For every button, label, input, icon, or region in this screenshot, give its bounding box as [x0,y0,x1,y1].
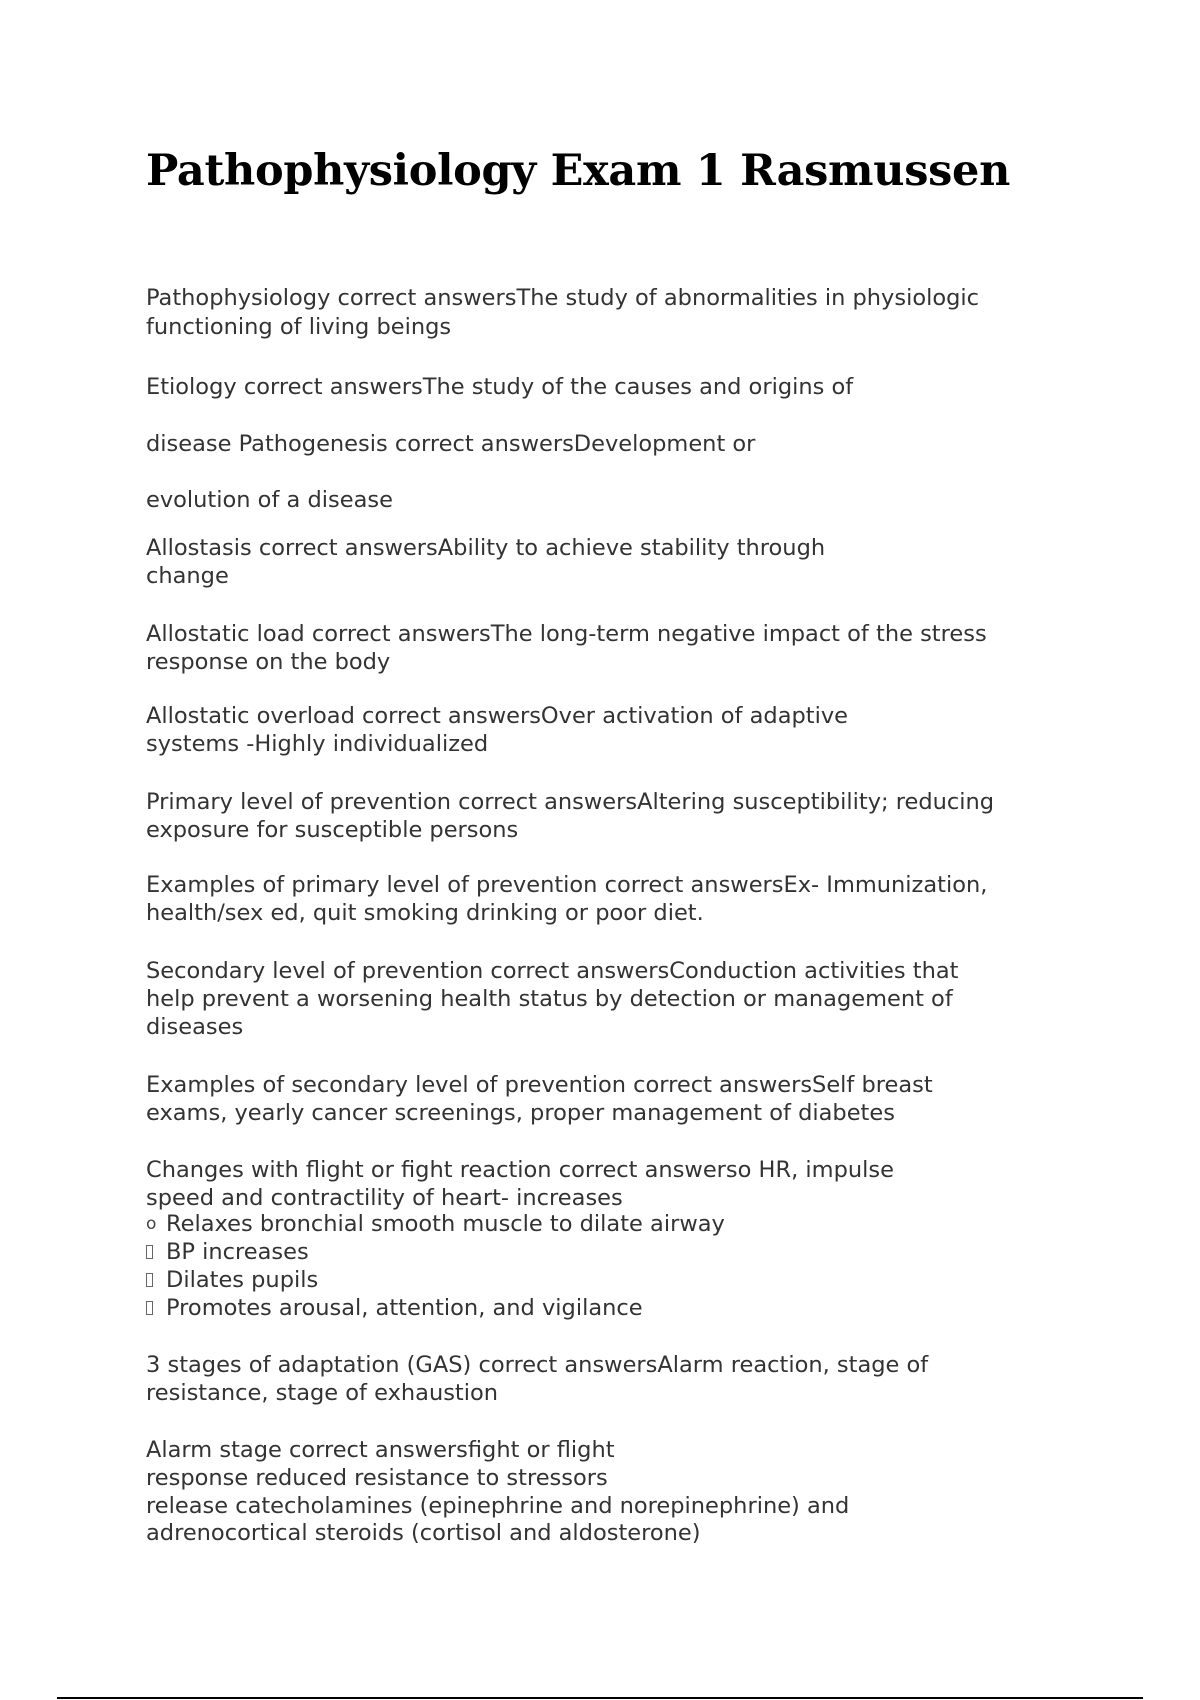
text-line: disease Pathogenesis correct answersDevelopment or [146,431,756,457]
text-line: exams, yearly cancer screenings, proper management of diabetes [146,1100,895,1126]
text-line: Alarm stage correct answersfight or flight [146,1437,615,1463]
text-line: release catecholamines (epinephrine and norepinephrine) and [146,1493,850,1519]
text-line: Examples of primary level of prevention correct answersEx- Immunization, [146,872,988,898]
text-line: systems -Highly individualized [146,731,489,757]
text-line: Etiology correct answersThe study of the causes and origins of [146,374,854,400]
text-line: evolution of a disease [146,487,393,513]
text-line: help prevent a worsening health status by detection or management of [146,986,953,1012]
text-line: Primary level of prevention correct answersAltering susceptibility; reducing [146,789,995,815]
text-line: Changes with flight or fight reaction correct answerso HR, impulse [146,1157,894,1183]
text-line: health/sex ed, quit smoking drinking or poor diet. [146,900,704,926]
list-item [146,1210,725,1238]
text-line: functioning of living beings [146,314,452,340]
list-item-text: Promotes arousal, attention, and vigilance [166,1295,643,1321]
text-line: Secondary level of prevention correct answersConduction activities that [146,958,959,984]
list-item-text: BP increases [166,1239,309,1265]
list-item-text: Dilates pupils [166,1267,319,1293]
text-line: Pathophysiology correct answersThe study of abnormalities in physiologic [146,285,980,311]
text-line: response reduced resistance to stressors [146,1465,608,1491]
list-item [146,1238,309,1266]
text-line: Allostasis correct answersAbility to achieve stability through [146,535,826,561]
text-line: Allostatic load correct answersThe long-term negative impact of the stress [146,621,987,647]
text-line: 3 stages of adaptation (GAS) correct answersAlarm reaction, stage of [146,1352,929,1378]
text-line: Allostatic overload correct answersOver activation of adaptive [146,703,848,729]
list-item-text: Relaxes bronchial smooth muscle to dilate airway [166,1211,725,1237]
text-line: change [146,563,229,589]
text-line: resistance, stage of exhaustion [146,1380,499,1406]
missing-glyph-bullet-icon [146,1245,153,1259]
text-line: Examples of secondary level of prevention correct answersSelf breast [146,1072,933,1098]
text-line: diseases [146,1014,244,1040]
document-title: Pathophysiology Exam 1 Rasmussen [146,146,1011,196]
text-line: speed and contractility of heart- increases [146,1185,623,1211]
text-line: adrenocortical steroids (cortisol and aldosterone) [146,1520,701,1546]
text-line: exposure for susceptible persons [146,817,519,843]
bullet-icon: o [146,1214,157,1234]
list-item [146,1266,318,1294]
text-line: response on the body [146,649,391,675]
missing-glyph-bullet-icon [146,1273,153,1287]
missing-glyph-bullet-icon [146,1301,153,1315]
page-bottom-rule [57,1697,1143,1699]
list-item [146,1294,643,1322]
